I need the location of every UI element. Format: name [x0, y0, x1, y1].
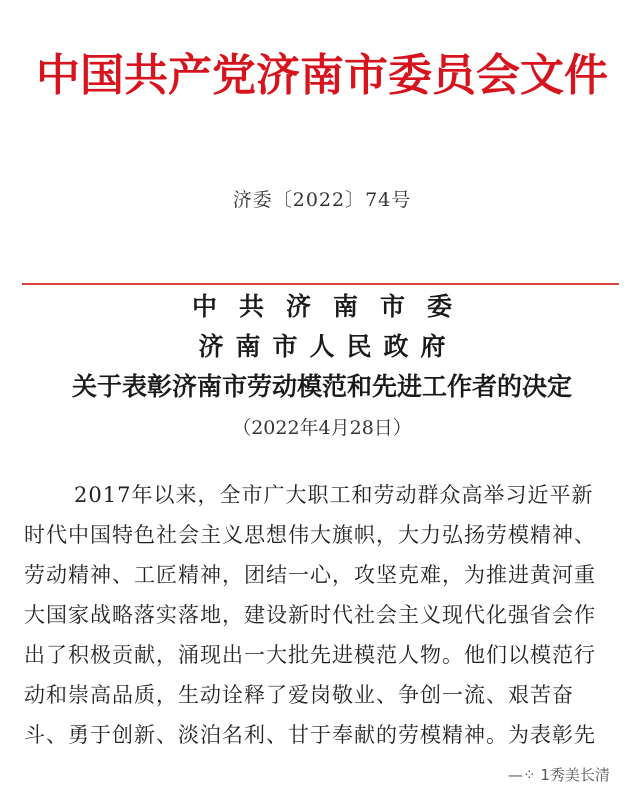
- body-line: 动和崇高品质，生动诠释了爱岗敬业、争创一流、艰苦奋: [24, 683, 574, 707]
- body-line: 斗、勇于创新、淡泊名利、甘于奉献的劳模精神。为表彰先: [24, 723, 596, 747]
- body-text: [24, 475, 624, 755]
- issuer-party-committee: 中共济南市委: [191, 292, 474, 321]
- body-line: 劳动精神、工匠精神，团结一心，攻坚克难，为推进黄河重: [24, 563, 596, 587]
- wechat-icon: —⁘: [508, 766, 536, 784]
- body-line: 2017年以来，全市广大职工和劳动群众高举习近平新: [74, 483, 594, 507]
- watermark-text: 1秀美长清: [540, 766, 610, 784]
- watermark: [508, 764, 610, 786]
- body-line: 出了积极贡献，涌现出一大批先进模范人物。他们以模范行: [24, 643, 596, 667]
- body-line: 大国家战略落实落地，建设新时代社会主义现代化强省会作: [24, 603, 596, 627]
- document-header-title: 中国共产党济南市委员会文件: [36, 50, 608, 101]
- red-divider: [22, 283, 619, 285]
- body-line: 时代中国特色社会主义思想伟大旗帜，大力弘扬劳模精神、: [24, 523, 596, 547]
- decision-title: 关于表彰济南市劳动模范和先进工作者的决定: [71, 372, 572, 401]
- decision-date: （2022年4月28日）: [232, 417, 412, 439]
- issuer-government: 济南市人民政府: [198, 332, 458, 361]
- document-number: 济委〔2022〕74号: [232, 189, 412, 211]
